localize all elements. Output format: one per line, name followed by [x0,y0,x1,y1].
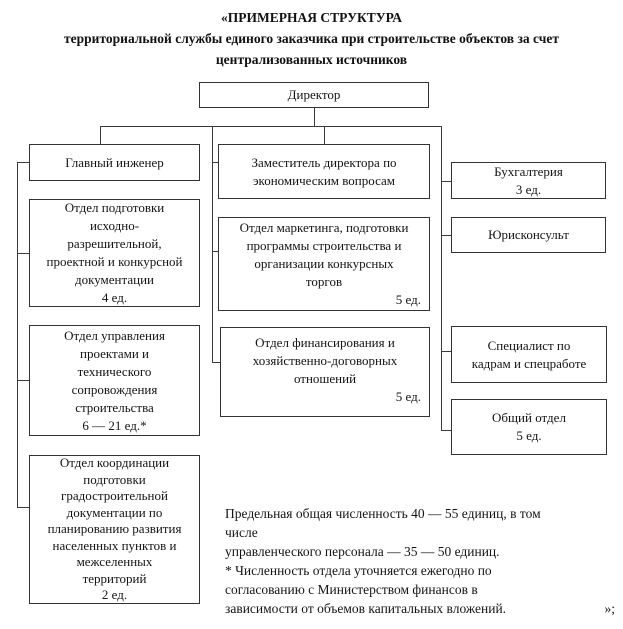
box-line: населенных пунктов и [52,537,177,553]
box-line: экономическим вопросам [252,172,396,188]
box-line: разрешительной, [67,236,162,251]
title-line-1: «ПРИМЕРНАЯ СТРУКТУРА [221,10,402,25]
box-dept-docs [29,199,200,307]
box-line: Бухгалтерия [494,163,563,179]
title-line-2: территориальной службы единого заказчика при строительстве объектов за счет [64,31,559,46]
box-line: Отдел управления [64,327,165,343]
staff-count: 2 ед. [101,587,128,603]
box-line: документации [74,272,154,287]
closing-quote-mark: »; [604,601,615,616]
box-deputy-director [218,144,430,199]
staff-count: 5 ед. [395,292,421,307]
box-dept-finance [220,327,430,417]
staff-count: 4 ед. [101,290,128,305]
box-line: Отдел маркетинга, подготовки [239,220,409,235]
box-line: технического [77,363,152,379]
box-line: Общий отдел [492,410,566,425]
page-title [0,7,623,70]
footnote-line: * Численность отдела уточняется ежегодно по [225,563,492,578]
box-line: Заместитель директора по [251,154,397,170]
box-line: сопровождения [71,381,158,397]
staff-count: 5 ед. [516,428,542,443]
connector-director-drop [314,108,315,126]
box-line: программы строительства и [246,238,402,253]
staff-count: 6 — 21 ед.* [82,417,147,433]
footnote-line: числе [225,525,258,540]
connector-stub-chief-engineer [17,162,29,163]
connector-stub-dept-docs [17,253,29,254]
connector-stub-legal [441,235,451,236]
box-line: исходно- [89,218,140,233]
connector-spine-left [17,162,18,508]
footnote-block [225,504,615,618]
staff-count: 5 ед. [395,389,421,404]
footnote-line: Предельная общая численность 40 — 55 единиц, в том [225,506,541,521]
box-line: межселенных [76,554,153,570]
box-legal-counsel [451,217,606,253]
connector-stub-general [441,430,451,431]
box-label: Юрисконсульт [488,227,569,242]
box-line: Отдел подготовки [64,200,165,215]
box-line: проектной и конкурсной [46,254,183,269]
box-accounting [451,162,606,199]
box-line: организации конкурсных [254,256,394,271]
staff-count: 3 ед. [515,181,542,197]
footnote-line: зависимости от объемов капитальных вложений. [225,601,507,616]
box-line: градостроительной [61,488,168,504]
box-chief-engineer [29,144,200,181]
connector-spine-right [441,126,442,431]
box-line: Специалист по [487,337,571,353]
box-line: строительства [75,399,154,415]
footnote-line: согласованию с Министерством финансов в [225,582,478,597]
box-label: Директор [287,87,341,102]
box-dept-coordination [29,455,200,604]
box-line: отношений [293,371,357,386]
box-dept-marketing [218,217,430,311]
connector-stub-accounting [441,181,451,182]
box-line: территорий [82,570,147,586]
box-label: Главный инженер [65,154,164,170]
box-director [199,82,429,108]
box-line: подготовки [83,471,146,487]
box-line: хозяйственно-договорных [252,353,398,368]
box-line: кадрам и спецработе [471,355,587,371]
box-line: торгов [305,274,343,289]
connector-stub-dept-finance [212,362,220,363]
box-line: Отдел координации [59,455,170,471]
box-line: проектами и [79,345,150,361]
box-hr-specialist [451,326,607,383]
footnote-line: управленческого персонала — 35 — 50 единиц. [225,544,500,559]
box-dept-projects [29,325,200,436]
connector-top-rail [100,126,442,127]
connector-drop-chief-engineer [100,126,101,144]
box-line: планированию развития [47,521,182,537]
connector-drop-deputy [324,126,325,144]
title-line-3: централизованных источников [215,52,408,67]
connector-stub-dept-coordination [17,507,29,508]
box-line: Отдел финансирования и [255,335,395,350]
box-general-department [451,399,607,455]
box-line: документации по [66,504,163,520]
connector-stub-dept-projects [17,380,29,381]
connector-stub-hr [441,351,451,352]
